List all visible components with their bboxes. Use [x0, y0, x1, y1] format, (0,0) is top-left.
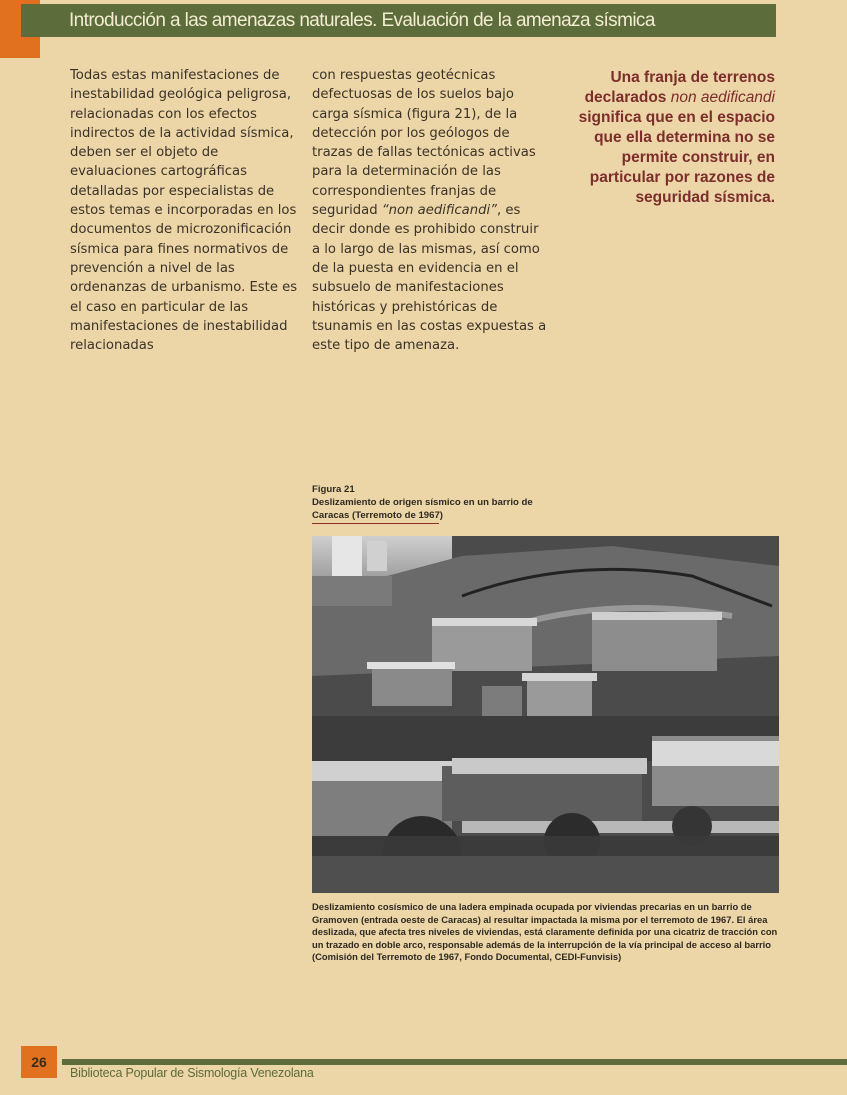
- figure-number: Figura 21: [312, 484, 355, 495]
- body-text-2-part1: con respuestas geotécnicas defectuosas de los suelos bajo carga sísmica (figura 21), de la detección por los geólogos de trazas de fallas tectónicas activas para la determinación de las correspondientes franjas de seguridad: [312, 68, 536, 219]
- figure-caption: Deslizamiento cosísmico de una ladera empinada ocupada por viviendas precarias en un barrio de Gramoven (entrada oeste de Caracas) al resultar impactada la misma por el terremoto de 1967. El área deslizada, que afecta tres niveles de viviendas, está claramente definida por una cicatriz de tracción con un trazado en doble arco, responsable además de la interrupción de la vía principal de acceso al barrio (Comisión del Terremoto de 1967, Fondo Documental, CEDI-Funvisis): [312, 901, 778, 963]
- footer-rule: [62, 1059, 847, 1065]
- landslide-photo-image: [312, 536, 779, 893]
- figure-title-line1: Deslizamiento de origen sísmico en un barrio de: [312, 496, 533, 508]
- footer-series-title: Biblioteca Popular de Sismología Venezolana: [70, 1066, 314, 1080]
- body-column-2: [312, 66, 547, 355]
- page-number: 26: [21, 1046, 57, 1078]
- pull-quote-italic: non aedificandi: [670, 89, 775, 106]
- body-text-2-italic: “non aedificandi”: [381, 203, 497, 219]
- pull-quote: [553, 68, 775, 208]
- pull-quote-part2: significa que en el espacio que ella determina no se permite construir, en particular por razones de seguridad sísmica.: [578, 109, 775, 206]
- body-text-2: [312, 66, 547, 355]
- page-header: Introducción a las amenazas naturales. Evaluación de la amenaza sísmica: [21, 4, 776, 37]
- body-column-1: [70, 66, 302, 355]
- pull-quote-part1: Una franja de terrenos declarados: [584, 69, 775, 106]
- body-text-2-part2: , es decir donde es prohibido construir a lo largo de las mismas, así como de la puesta en evidencia en el subsuelo de manifestaciones históricas y prehistóricas de tsunamis en las costas expuestas a este tipo de amenaza.: [312, 203, 547, 354]
- figure-title-underline: [312, 523, 439, 524]
- landslide-photo: [312, 536, 779, 893]
- figure-title-line2: Caracas (Terremoto de 1967): [312, 509, 443, 521]
- figure-label: [312, 484, 552, 524]
- body-text-1: Todas estas manifestaciones de inestabilidad geológica peligrosa, relacionadas con los efectos indirectos de la actividad sísmica, deben ser el objeto de evaluaciones cartográficas detalladas por especialistas de estos temas e incorporadas en los documentos de microzonificación sísmica para fines normativos de prevención a nivel de las ordenanzas de urbanismo. Este es el caso en particular de las manifestaciones de inestabilidad relacionadas: [70, 68, 298, 354]
